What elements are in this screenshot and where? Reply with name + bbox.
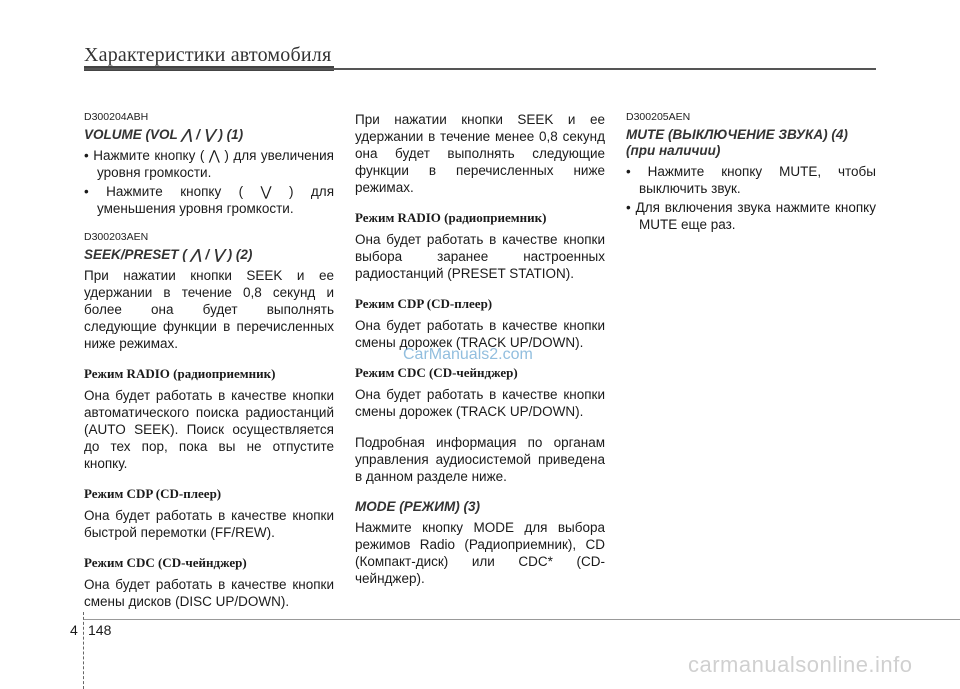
mute-subheading: (при наличии) xyxy=(626,143,721,158)
section-code: D300203AEN xyxy=(84,231,149,243)
cdp-mode-paragraph: Она будет работать в качестве кнопки быстрой перемотки (FF/REW). xyxy=(84,508,334,540)
header-title: Характеристики автомобиля xyxy=(84,44,332,66)
footer-rule xyxy=(84,619,960,620)
cdc-mode-heading: Режим CDC (CD-чейнджер) xyxy=(84,555,247,570)
footer-divider xyxy=(83,612,84,689)
watermark-link[interactable]: CarManuals2.com xyxy=(403,346,533,363)
radio-mode-heading: Режим RADIO (радиоприемник) xyxy=(84,366,276,381)
footer-site-link[interactable]: carmanualsonline.info xyxy=(688,652,913,677)
detail-paragraph: Подробная информация по органам управления аудиосистемой приведена в данном разделе ниже. xyxy=(355,435,605,484)
volume-bullet-down: • Нажмите кнопку ( ⋁ ) для уменьшения уровня громкости. xyxy=(84,184,334,216)
mute-bullet-off: • Нажмите кнопку MUTE, чтобы выключить звук. xyxy=(626,164,876,196)
seek-heading: SEEK/PRESET ( ⋀ / ⋁ ) (2) xyxy=(84,247,253,262)
column-3 xyxy=(626,111,876,235)
cdc-mode-paragraph: Она будет работать в качестве кнопки смены дорожек (TRACK UP/DOWN). xyxy=(355,387,605,419)
volume-bullet-up: • Нажмите кнопку ( ⋀ ) для увеличения уровня громкости. xyxy=(84,148,334,180)
mute-heading: MUTE (ВЫКЛЮЧЕНИЕ ЗВУКА) (4) xyxy=(626,127,848,142)
section-code: D300205AEN xyxy=(626,111,691,123)
mute-bullet-on: • Для включения звука нажмите кнопку MUTE еще раз. xyxy=(626,200,876,232)
seek-paragraph: При нажатии кнопки SEEK и ее удержании в течение 0,8 секунд и более она будет выполнять следующие функции в перечисленных ниже режимах. xyxy=(84,268,334,351)
cdc-mode-heading: Режим CDC (CD-чейнджер) xyxy=(355,365,518,380)
volume-heading: VOLUME (VOL ⋀ / ⋁ ) (1) xyxy=(84,127,244,142)
section-code: D300204ABH xyxy=(84,111,149,123)
column-1 xyxy=(84,111,334,624)
mode-heading: MODE (РЕЖИМ) (3) xyxy=(355,499,480,514)
radio-mode-paragraph: Она будет работать в качестве кнопки автоматического поиска радиостанций (AUTO SEEK). Поиск осуществляется до тех пор, пока вы не отпустите кнопку. xyxy=(84,388,334,471)
seek-short-intro: При нажатии кнопки SEEK и ее удержании в течение менее 0,8 секунд она будет выполнять следующие функции в перечисленных ниже режимах. xyxy=(355,112,605,195)
cdp-mode-heading: Режим CDP (CD-плеер) xyxy=(84,486,222,501)
cdp-mode-paragraph: Она будет работать в качестве кнопки смены дорожек (TRACK UP/DOWN). xyxy=(355,318,605,350)
header-rule xyxy=(84,68,876,70)
cdp-mode-heading: Режим CDP (CD-плеер) xyxy=(355,296,493,311)
radio-mode-heading: Режим RADIO (радиоприемник) xyxy=(355,210,547,225)
radio-mode-paragraph: Она будет работать в качестве кнопки выбора заранее настроенных радиостанций (PRESET STATION). xyxy=(355,232,605,281)
section-number: 4 xyxy=(70,622,78,638)
page-number: 148 xyxy=(88,622,112,638)
mode-paragraph: Нажмите кнопку MODE для выбора режимов Radio (Радиоприемник), CD (Компакт-диск) или CDC* (CD-чейнджер). xyxy=(355,520,605,586)
cdc-mode-paragraph: Она будет работать в качестве кнопки смены дисков (DISC UP/DOWN). xyxy=(84,577,334,609)
